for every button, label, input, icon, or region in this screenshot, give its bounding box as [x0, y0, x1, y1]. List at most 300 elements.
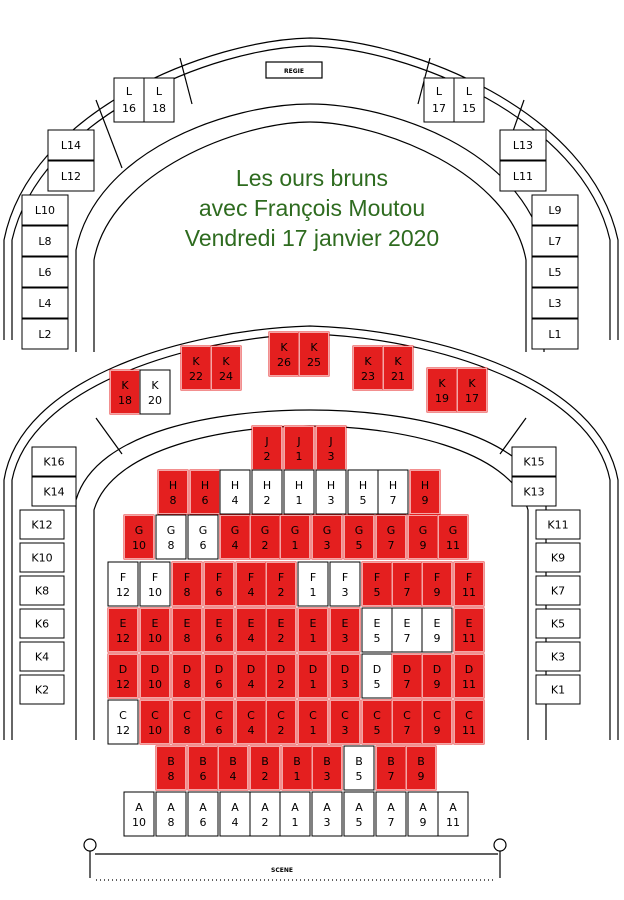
svg-text:H: H	[388, 479, 398, 492]
svg-text:4: 4	[247, 632, 255, 645]
seat-K16[interactable]	[32, 447, 76, 476]
seat-L13[interactable]	[500, 130, 546, 160]
svg-text:L12: L12	[60, 170, 82, 183]
svg-text:F: F	[373, 571, 381, 584]
svg-text:E: E	[373, 617, 381, 630]
svg-text:5: 5	[373, 632, 381, 645]
seat-K18[interactable]	[110, 370, 140, 414]
svg-text:K4: K4	[34, 650, 50, 664]
seat-C12[interactable]	[108, 700, 138, 744]
seat-K23[interactable]	[353, 346, 383, 390]
seat-H9[interactable]	[410, 470, 440, 514]
svg-text:9: 9	[433, 678, 441, 691]
seat-F8[interactable]	[172, 562, 202, 606]
seat-C2[interactable]	[266, 700, 296, 744]
seat-A8[interactable]	[156, 792, 186, 836]
seat-K10[interactable]	[20, 543, 64, 572]
seat-K12[interactable]	[20, 510, 64, 539]
svg-text:L11: L11	[512, 170, 534, 183]
svg-text:G: G	[322, 524, 332, 537]
svg-text:5: 5	[373, 724, 381, 737]
svg-text:D: D	[340, 663, 350, 676]
seat-H2[interactable]	[252, 470, 282, 514]
svg-text:6: 6	[199, 816, 207, 829]
svg-text:19: 19	[435, 392, 449, 405]
svg-text:K: K	[121, 379, 129, 392]
svg-text:K5: K5	[550, 617, 566, 631]
seat-E12[interactable]	[108, 608, 138, 652]
svg-text:H: H	[230, 479, 240, 492]
seat-E11[interactable]	[454, 608, 484, 652]
svg-text:L10: L10	[34, 204, 56, 217]
svg-text:8: 8	[183, 724, 191, 737]
seat-A6[interactable]	[188, 792, 218, 836]
svg-text:L: L	[465, 85, 473, 98]
svg-text:K: K	[468, 377, 476, 390]
svg-text:A: A	[231, 801, 239, 814]
svg-text:F: F	[183, 571, 191, 584]
svg-text:B: B	[229, 755, 237, 768]
svg-text:4: 4	[247, 724, 255, 737]
svg-text:K: K	[394, 355, 402, 368]
seat-L5[interactable]	[532, 257, 578, 287]
seat-A2[interactable]	[250, 792, 280, 836]
seat-K24[interactable]	[211, 346, 241, 390]
seat-K26[interactable]	[269, 332, 299, 376]
svg-text:5: 5	[359, 494, 367, 507]
svg-text:6: 6	[199, 770, 207, 783]
seat-L18[interactable]	[144, 78, 174, 122]
svg-text:3: 3	[323, 770, 331, 783]
seat-G1[interactable]	[280, 515, 310, 559]
seat-D2[interactable]	[266, 654, 296, 698]
seat-K25[interactable]	[299, 332, 329, 376]
seat-G3[interactable]	[312, 515, 342, 559]
svg-text:A: A	[449, 801, 457, 814]
seat-K7[interactable]	[536, 576, 580, 605]
svg-text:K: K	[280, 341, 288, 354]
seat-D8[interactable]	[172, 654, 202, 698]
svg-text:F: F	[403, 571, 411, 584]
svg-text:9: 9	[421, 494, 429, 507]
seat-L1[interactable]	[532, 319, 578, 349]
svg-text:K12: K12	[31, 518, 53, 532]
svg-text:3: 3	[327, 450, 335, 463]
svg-text:K16: K16	[43, 455, 65, 469]
seat-G5[interactable]	[344, 515, 374, 559]
seat-B2[interactable]	[250, 746, 280, 790]
seat-H7[interactable]	[378, 470, 408, 514]
seat-K3[interactable]	[536, 642, 580, 671]
svg-text:2: 2	[277, 632, 285, 645]
seat-H1[interactable]	[284, 470, 314, 514]
seat-K1[interactable]	[536, 675, 580, 704]
svg-text:9: 9	[419, 539, 427, 552]
svg-text:F: F	[247, 571, 255, 584]
svg-text:10: 10	[148, 632, 162, 645]
seat-C4[interactable]	[236, 700, 266, 744]
svg-text:F: F	[119, 571, 127, 584]
seat-F11[interactable]	[454, 562, 484, 606]
svg-text:26: 26	[277, 356, 291, 369]
seat-F10[interactable]	[140, 562, 170, 606]
svg-text:D: D	[308, 663, 318, 676]
seat-K5[interactable]	[536, 609, 580, 638]
svg-text:L9: L9	[548, 204, 562, 217]
svg-text:L3: L3	[548, 297, 562, 310]
seat-D6[interactable]	[204, 654, 234, 698]
seat-K14[interactable]	[32, 477, 76, 506]
seat-F2[interactable]	[266, 562, 296, 606]
svg-text:8: 8	[167, 816, 175, 829]
seat-D11[interactable]	[454, 654, 484, 698]
seat-E2[interactable]	[266, 608, 296, 652]
svg-text:2: 2	[263, 494, 271, 507]
svg-text:L2: L2	[38, 328, 52, 341]
svg-text:H: H	[168, 479, 178, 492]
seat-F1[interactable]	[298, 562, 328, 606]
svg-text:16: 16	[122, 102, 136, 115]
svg-text:C: C	[215, 709, 223, 722]
seat-A9[interactable]	[408, 792, 438, 836]
svg-text:6: 6	[215, 632, 223, 645]
svg-text:J: J	[329, 435, 333, 448]
svg-text:E: E	[247, 617, 255, 630]
seat-K11[interactable]	[536, 510, 580, 539]
svg-text:25: 25	[307, 356, 321, 369]
seat-K15[interactable]	[512, 447, 556, 476]
svg-text:23: 23	[361, 370, 375, 383]
seat-F3[interactable]	[330, 562, 360, 606]
seat-B1[interactable]	[282, 746, 312, 790]
svg-text:5: 5	[355, 539, 363, 552]
svg-text:L14: L14	[60, 139, 82, 152]
svg-text:1: 1	[309, 724, 317, 737]
svg-text:D: D	[246, 663, 256, 676]
svg-text:H: H	[200, 479, 210, 492]
svg-text:21: 21	[391, 370, 405, 383]
svg-text:11: 11	[462, 678, 476, 691]
svg-text:K: K	[310, 341, 318, 354]
svg-text:K: K	[438, 377, 446, 390]
svg-text:12: 12	[116, 632, 130, 645]
svg-text:B: B	[261, 755, 269, 768]
svg-text:1: 1	[291, 539, 299, 552]
svg-text:B: B	[293, 755, 301, 768]
seat-B5[interactable]	[344, 746, 374, 790]
seat-E7[interactable]	[392, 608, 422, 652]
seat-F6[interactable]	[204, 562, 234, 606]
seat-B3[interactable]	[312, 746, 342, 790]
seat-D4[interactable]	[236, 654, 266, 698]
svg-text:D: D	[276, 663, 286, 676]
svg-text:E: E	[183, 617, 191, 630]
event-title-line3: Vendredi 17 janvier 2020	[184, 225, 440, 251]
seat-K20[interactable]	[140, 370, 170, 414]
svg-text:6: 6	[215, 678, 223, 691]
svg-text:L5: L5	[548, 266, 562, 279]
svg-text:1: 1	[295, 494, 303, 507]
svg-text:4: 4	[247, 586, 255, 599]
seat-J1[interactable]	[284, 426, 314, 470]
seat-G4[interactable]	[220, 515, 250, 559]
seat-K2[interactable]	[20, 675, 64, 704]
svg-text:L: L	[155, 85, 163, 98]
svg-text:12: 12	[116, 724, 130, 737]
side-k-right	[512, 447, 580, 704]
seat-H5[interactable]	[348, 470, 378, 514]
seat-E1[interactable]	[298, 608, 328, 652]
svg-text:3: 3	[341, 678, 349, 691]
seat-C6[interactable]	[204, 700, 234, 744]
seat-A1[interactable]	[280, 792, 310, 836]
svg-text:5: 5	[355, 816, 363, 829]
seat-E10[interactable]	[140, 608, 170, 652]
seat-H3[interactable]	[316, 470, 346, 514]
svg-text:B: B	[417, 755, 425, 768]
seat-E8[interactable]	[172, 608, 202, 652]
svg-text:K14: K14	[43, 485, 65, 499]
svg-text:7: 7	[389, 494, 397, 507]
svg-text:F: F	[433, 571, 441, 584]
seat-A3[interactable]	[312, 792, 342, 836]
seat-K9[interactable]	[536, 543, 580, 572]
svg-text:7: 7	[387, 539, 395, 552]
stalls-seats	[108, 426, 484, 836]
seat-D10[interactable]	[140, 654, 170, 698]
side-k-left	[20, 447, 76, 704]
seat-C1[interactable]	[298, 700, 328, 744]
svg-text:F: F	[151, 571, 159, 584]
svg-text:H: H	[262, 479, 272, 492]
seat-D9[interactable]	[422, 654, 452, 698]
svg-text:2: 2	[261, 770, 269, 783]
svg-text:11: 11	[446, 539, 460, 552]
seat-E5[interactable]	[362, 608, 392, 652]
svg-text:12: 12	[116, 678, 130, 691]
svg-text:L7: L7	[548, 235, 562, 248]
svg-text:L: L	[435, 85, 443, 98]
seat-G6[interactable]	[188, 515, 218, 559]
svg-text:9: 9	[433, 586, 441, 599]
seat-L14[interactable]	[48, 130, 94, 160]
seat-E4[interactable]	[236, 608, 266, 652]
svg-text:10: 10	[132, 816, 146, 829]
svg-text:2: 2	[261, 539, 269, 552]
seat-F4[interactable]	[236, 562, 266, 606]
svg-text:C: C	[433, 709, 441, 722]
svg-text:11: 11	[462, 586, 476, 599]
svg-text:1: 1	[309, 678, 317, 691]
seat-L6[interactable]	[22, 257, 68, 287]
seat-G9[interactable]	[408, 515, 438, 559]
svg-text:6: 6	[215, 724, 223, 737]
svg-text:H: H	[294, 479, 304, 492]
svg-text:D: D	[214, 663, 224, 676]
seat-C9[interactable]	[422, 700, 452, 744]
svg-text:9: 9	[419, 816, 427, 829]
svg-text:4: 4	[231, 539, 239, 552]
svg-text:C: C	[403, 709, 411, 722]
svg-text:K: K	[222, 355, 230, 368]
upper-l-boxes	[114, 78, 484, 122]
svg-text:2: 2	[261, 816, 269, 829]
svg-text:3: 3	[341, 632, 349, 645]
svg-text:K2: K2	[34, 683, 50, 697]
svg-text:17: 17	[432, 102, 446, 115]
seat-E9[interactable]	[422, 608, 452, 652]
svg-text:C: C	[373, 709, 381, 722]
svg-text:H: H	[358, 479, 368, 492]
seat-D5[interactable]	[362, 654, 392, 698]
seat-C3[interactable]	[330, 700, 360, 744]
seat-B8[interactable]	[156, 746, 186, 790]
svg-text:11: 11	[462, 632, 476, 645]
svg-text:8: 8	[167, 770, 175, 783]
seat-J2[interactable]	[252, 426, 282, 470]
seat-C7[interactable]	[392, 700, 422, 744]
svg-text:K15: K15	[523, 455, 545, 469]
svg-text:E: E	[465, 617, 473, 630]
svg-text:K13: K13	[523, 485, 545, 499]
seat-E3[interactable]	[330, 608, 360, 652]
svg-text:2: 2	[263, 450, 271, 463]
seat-C8[interactable]	[172, 700, 202, 744]
svg-text:8: 8	[183, 678, 191, 691]
svg-text:B: B	[199, 755, 207, 768]
seat-L4[interactable]	[22, 288, 68, 318]
seat-K13[interactable]	[512, 477, 556, 506]
svg-text:9: 9	[433, 632, 441, 645]
svg-text:1: 1	[291, 816, 299, 829]
seat-J3[interactable]	[316, 426, 346, 470]
svg-text:F: F	[341, 571, 349, 584]
seat-L3[interactable]	[532, 288, 578, 318]
seat-G10[interactable]	[124, 515, 154, 559]
svg-text:5: 5	[373, 678, 381, 691]
svg-text:J: J	[265, 435, 269, 448]
seat-L17[interactable]	[424, 78, 454, 122]
seat-D7[interactable]	[392, 654, 422, 698]
svg-text:L8: L8	[38, 235, 52, 248]
seat-L15[interactable]	[454, 78, 484, 122]
svg-text:1: 1	[309, 632, 317, 645]
svg-text:17: 17	[465, 392, 479, 405]
svg-text:G: G	[260, 524, 270, 537]
seat-C5[interactable]	[362, 700, 392, 744]
svg-text:3: 3	[323, 539, 331, 552]
seat-K19[interactable]	[427, 368, 457, 412]
seat-A5[interactable]	[344, 792, 374, 836]
svg-text:G: G	[166, 524, 176, 537]
seat-B4[interactable]	[218, 746, 248, 790]
svg-text:3: 3	[327, 494, 335, 507]
svg-text:D: D	[150, 663, 160, 676]
seat-B7[interactable]	[376, 746, 406, 790]
seat-K17[interactable]	[457, 368, 487, 412]
seat-F5[interactable]	[362, 562, 392, 606]
event-title	[0, 163, 624, 253]
svg-text:C: C	[309, 709, 317, 722]
seat-K21[interactable]	[383, 346, 413, 390]
svg-text:8: 8	[183, 632, 191, 645]
svg-text:15: 15	[462, 102, 476, 115]
svg-text:E: E	[215, 617, 223, 630]
seat-A11[interactable]	[438, 792, 468, 836]
seat-A4[interactable]	[220, 792, 250, 836]
seat-H8[interactable]	[158, 470, 188, 514]
seat-A7[interactable]	[376, 792, 406, 836]
seat-B9[interactable]	[406, 746, 436, 790]
seat-K22[interactable]	[181, 346, 211, 390]
svg-text:8: 8	[169, 494, 177, 507]
seat-D12[interactable]	[108, 654, 138, 698]
svg-text:9: 9	[433, 724, 441, 737]
svg-text:F: F	[465, 571, 473, 584]
svg-text:D: D	[182, 663, 192, 676]
svg-text:10: 10	[148, 586, 162, 599]
seat-A10[interactable]	[124, 792, 154, 836]
svg-text:G: G	[290, 524, 300, 537]
seat-K4[interactable]	[20, 642, 64, 671]
seat-B6[interactable]	[188, 746, 218, 790]
svg-text:E: E	[151, 617, 159, 630]
svg-text:C: C	[277, 709, 285, 722]
svg-text:11: 11	[446, 816, 460, 829]
svg-text:7: 7	[403, 678, 411, 691]
seat-G2[interactable]	[250, 515, 280, 559]
seat-E6[interactable]	[204, 608, 234, 652]
seat-G8[interactable]	[156, 515, 186, 559]
svg-text:E: E	[277, 617, 285, 630]
svg-text:G: G	[448, 524, 458, 537]
seat-D3[interactable]	[330, 654, 360, 698]
svg-text:1: 1	[293, 770, 301, 783]
svg-text:7: 7	[387, 770, 395, 783]
seat-H6[interactable]	[190, 470, 220, 514]
svg-text:4: 4	[231, 816, 239, 829]
seat-F7[interactable]	[392, 562, 422, 606]
svg-text:7: 7	[403, 632, 411, 645]
svg-text:A: A	[419, 801, 427, 814]
svg-text:A: A	[387, 801, 395, 814]
seat-K6[interactable]	[20, 609, 64, 638]
seat-H4[interactable]	[220, 470, 250, 514]
seat-G7[interactable]	[376, 515, 406, 559]
svg-text:E: E	[341, 617, 349, 630]
svg-text:6: 6	[199, 539, 207, 552]
svg-text:A: A	[355, 801, 363, 814]
seat-C11[interactable]	[454, 700, 484, 744]
seat-G11[interactable]	[438, 515, 468, 559]
svg-text:6: 6	[215, 586, 223, 599]
seat-L16[interactable]	[114, 78, 144, 122]
k-boxes	[110, 332, 487, 414]
event-title-line2: avec François Moutou	[198, 195, 426, 221]
svg-text:9: 9	[417, 770, 425, 783]
svg-text:D: D	[432, 663, 442, 676]
seat-K8[interactable]	[20, 576, 64, 605]
svg-text:K1: K1	[550, 683, 566, 697]
svg-text:C: C	[183, 709, 191, 722]
seat-L2[interactable]	[22, 319, 68, 349]
seat-D1[interactable]	[298, 654, 328, 698]
svg-text:A: A	[323, 801, 331, 814]
seat-F9[interactable]	[422, 562, 452, 606]
seat-C10[interactable]	[140, 700, 170, 744]
svg-text:L13: L13	[512, 139, 534, 152]
seat-F12[interactable]	[108, 562, 138, 606]
